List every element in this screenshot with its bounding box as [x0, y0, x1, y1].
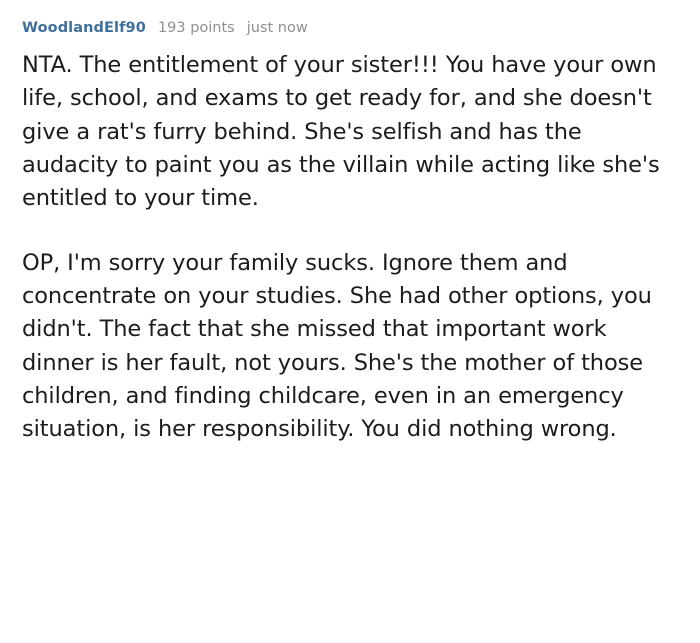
comment-paragraph: OP, I'm sorry your family sucks. Ignore them and concentrate on your studies. She had other options, you didn't. The fact that she missed that important work dinner is her fault, not yours. She's the mother of those children, and finding childcare, even in an emergency situation, is her responsibility. You did nothing wrong.	[22, 250, 652, 442]
comment-body	[22, 49, 678, 445]
comment-timestamp: just now	[246, 20, 308, 36]
comment-score: 193 points	[157, 20, 235, 36]
comment-paragraph: NTA. The entitlement of your sister!!! You have your own life, school, and exams to get ready for, and she doesn't give a rat's furry behind. She's selfish and has the audacity to paint you as the villain while acting like she's entitled to your time.	[22, 52, 660, 211]
comment-meta	[22, 20, 678, 37]
comment-author[interactable]: WoodlandElf90	[22, 20, 146, 36]
